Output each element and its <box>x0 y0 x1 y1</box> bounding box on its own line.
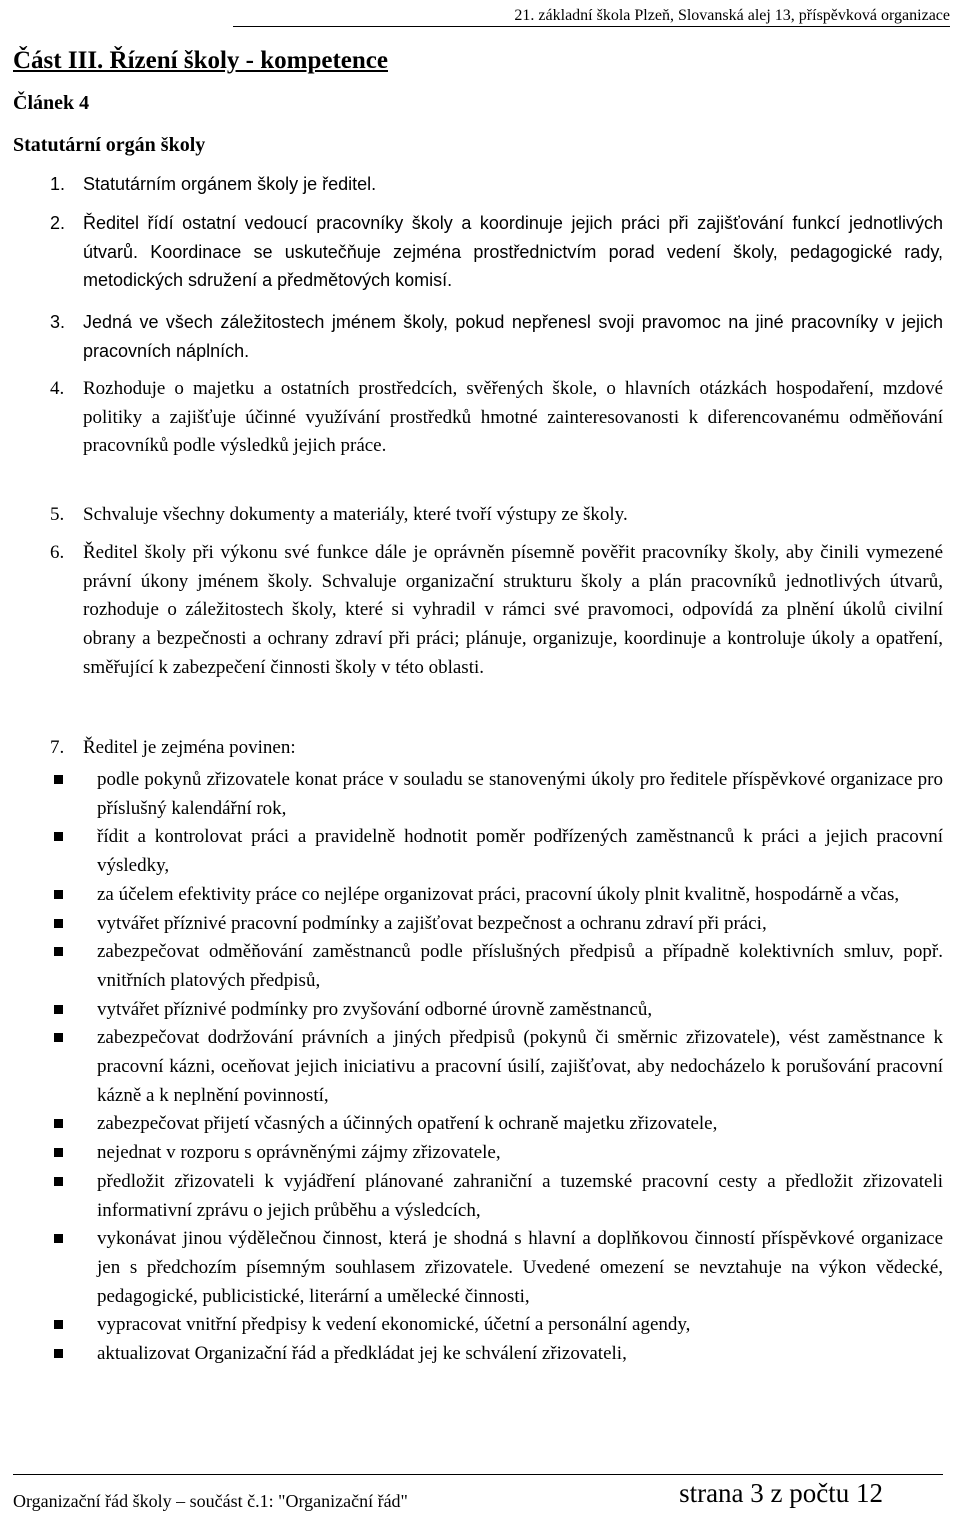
bullet-square-icon <box>54 1349 63 1358</box>
footer-document-name: Organizační řád školy – součást č.1: "Organizační řád" <box>13 1491 408 1511</box>
bullet-square-icon <box>54 775 63 784</box>
bullet-square-icon <box>54 947 63 956</box>
item-text: Ředitel školy při výkonu své funkce dále je oprávněn písemně pověřit pracovníky školy, aby činili vymezené právní úkony jménem školy. Schvaluje organizační strukturu školy a plán pracovníků jednotlivých útvarů, rozhoduje o záležitostech školy, které si vyhradil v rámci své pravomoci, odpovídá za plnění úkolů civilní obrany a bezpečnosti a ochrany zdraví při práci; plánuje, organizuje, koordinuje a kontroluje úkoly a opatření, směřující k zabezpečení činnosti školy v této oblasti. <box>83 542 943 678</box>
part-title: Část III. Řízení školy - kompetence <box>13 47 388 74</box>
duty-item: zabezpečovat dodržování právních a jiných předpisů (pokynů či směrnic zřizovatele), vést zaměstnance k pracovní kázni, oceňovat jejich iniciativu a pracovní úsilí, zajišťovat, aby nedocházelo k porušování pracovní kázně a k neplnění povinností, <box>50 1024 943 1110</box>
bullet-square-icon <box>54 1033 63 1042</box>
item-text: Rozhoduje o majetku a ostatních prostředcích, svěřených škole, o hlavních otázkách hospodaření, mzdové politiky a zajišťuje účinné využívání prostředků hmotné zainteresovanosti k diferencovanému odměňování pracovníků podle výsledků jejich práce. <box>83 378 943 457</box>
duty-item: za účelem efektivity práce co nejlépe organizovat práci, pracovní úkoly plnit kvalitně, hospodárně a včas, <box>50 881 943 910</box>
duty-item: předložit zřizovateli k vyjádření plánované zahraniční a tuzemské pracovní cesty a předložit zřizovateli informativní zprávu o jejich průběhu a výsledcích, <box>50 1168 943 1225</box>
duty-item: vypracovat vnitřní předpisy k vedení ekonomické, účetní a personální agendy, <box>50 1311 943 1340</box>
item-text: Ředitel je zejména povinen: <box>83 737 296 758</box>
duty-item: vytvářet příznivé pracovní podmínky a zajišťovat bezpečnost a ochranu zdraví při práci, <box>50 910 943 939</box>
duty-item: zabezpečovat přijetí včasných a účinných opatření k ochraně majetku zřizovatele, <box>50 1110 943 1139</box>
bullet-square-icon <box>54 1148 63 1157</box>
duty-item: zabezpečovat odměňování zaměstnanců podle příslušných předpisů a případně kolektivních smluv, popř. vnitřních platových předpisů, <box>50 938 943 995</box>
duty-item: vykonávat jinou výdělečnou činnost, která je shodná s hlavní a doplňkovou činností příspěvkové organizace jen s předchozím písemným souhlasem zřizovatele. Uvedené omezení se nevztahuje na výkon vědecké, pedagogické, publicistické, literární a umělecké činnosti, <box>50 1225 943 1311</box>
item-number: 7. <box>50 737 65 758</box>
duty-item: vytvářet příznivé podmínky pro zvyšování odborné úrovně zaměstnanců, <box>50 996 943 1025</box>
page-footer <box>13 1474 943 1511</box>
duty-item: nejednat v rozporu s oprávněnými zájmy zřizovatele, <box>50 1139 943 1168</box>
bullet-square-icon <box>54 1119 63 1128</box>
list-item <box>50 539 943 683</box>
bullet-square-icon <box>54 919 63 928</box>
list-item <box>50 209 943 295</box>
bullet-square-icon <box>54 1177 63 1186</box>
duty-item: aktualizovat Organizační řád a předkládat jej ke schválení zřizovateli, <box>50 1340 943 1369</box>
bullet-square-icon <box>54 1005 63 1014</box>
list-item <box>50 501 943 530</box>
duty-item: podle pokynů zřizovatele konat práce v souladu se stanovenými úkoly pro ředitele příspěvkové organizace pro příslušný kalendářní rok, <box>50 766 943 823</box>
page-header: 21. základní škola Plzeň, Slovanská alej 13, příspěvková organizace <box>233 6 950 27</box>
item-number: 4. <box>50 378 65 399</box>
list-item <box>50 734 943 763</box>
list-item <box>50 170 943 199</box>
list-item <box>50 308 943 365</box>
bullet-square-icon <box>54 832 63 841</box>
bullet-square-icon <box>54 890 63 899</box>
duties-list <box>50 766 943 1369</box>
item-number: 6. <box>50 542 65 563</box>
bullet-square-icon <box>54 1234 63 1243</box>
item-number: 2. <box>50 213 66 233</box>
item-text: Statutárním orgánem školy je ředitel. <box>83 174 377 194</box>
item-number: 3. <box>50 312 66 332</box>
item-number: 5. <box>50 504 65 525</box>
bullet-square-icon <box>54 1320 63 1329</box>
list-item <box>50 375 943 461</box>
article-title: Statutární orgán školy <box>13 134 206 156</box>
item-text: Schvaluje všechny dokumenty a materiály, které tvoří výstupy ze školy. <box>83 504 628 525</box>
article-number: Článek 4 <box>13 92 90 114</box>
footer-page-number: strana 3 z počtu 12 <box>679 1478 883 1508</box>
item-text: Jedná ve všech záležitostech jménem školy, pokud nepřenesl svoji pravomoc na jiné pracovníky v jejich pracovních náplních. <box>83 312 943 361</box>
duty-item: řídit a kontrolovat práci a pravidelně hodnotit poměr podřízených zaměstnanců k práci a jejich pracovní výsledky, <box>50 823 943 880</box>
item-number: 1. <box>50 174 66 194</box>
item-text: Ředitel řídí ostatní vedoucí pracovníky školy a koordinuje jejich práci při zajišťování funkcí jednotlivých útvarů. Koordinace se uskutečňuje zejména prostřednictvím porad vedení školy, pedagogické rady, metodických sdružení a předmětových komisí. <box>83 213 943 291</box>
